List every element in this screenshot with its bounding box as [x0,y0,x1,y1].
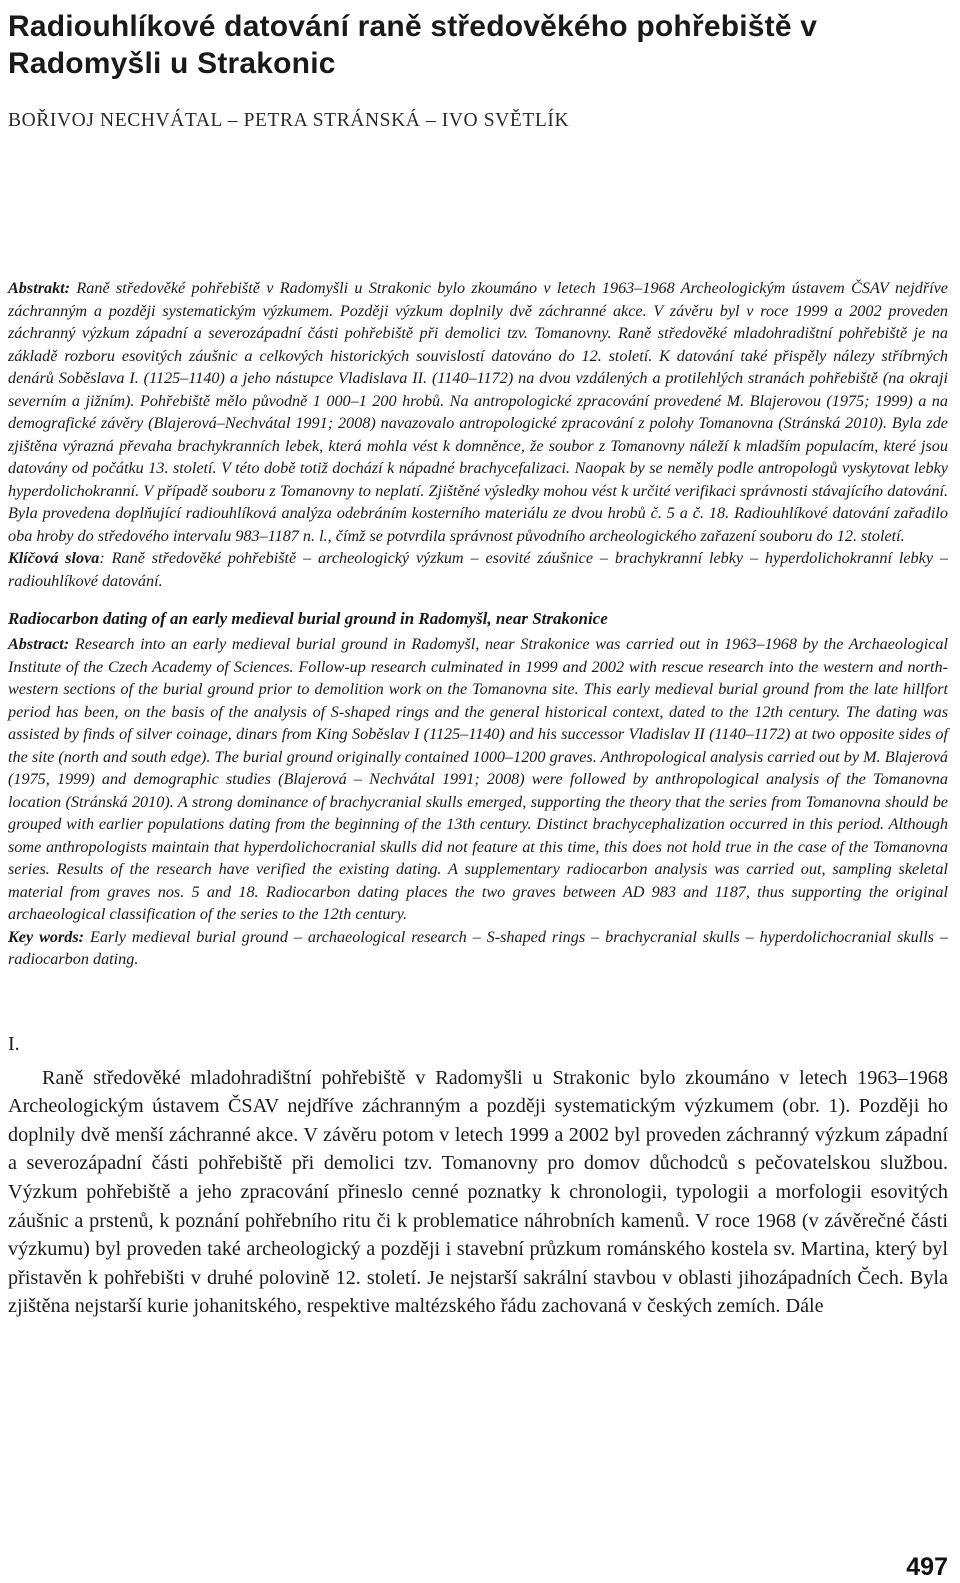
abstract-english-label: Abstract: [8,635,70,654]
keywords-czech-text: : Raně středověké pohřebiště – archeologický výzkum – esovité záušnice – brachykranní lebky – hyperdolichokranní lebky – radiouhlíkové datování. [8,549,948,590]
abstract-czech [8,277,948,547]
article-page [8,0,948,1341]
body-paragraph: Raně středověké mladohradištní pohřebiště v Radomyšli u Strakonic bylo zkoumáno v letech 1963–1968 Archeologickým ústavem ČSAV nejdříve záchranným a později systematickým výzkumem (obr. 1). Později ho doplnily dvě menší záchranné akce. V závěru potom v letech 1999 a 2002 byl proveden záchranný výzkum západní a severozápadní části pohřebiště při demolici tzv. Tomanovny pro domov důchodců s pečovatelskou službou. Výzkum pohřebiště a jeho zpracování přineslo cenné poznatky k chronologii, typologii a morfologii esovitých záušnic a prstenů, k poznání pohřebního ritu či k problematice náhrobních kamenů. V roce 1968 (v závěrečné části výzkumu) byl proveden také archeologický a později i stavební průzkum románského kostela sv. Martina, který byl přistavěn k pohřebišti v druhé polovině 12. století. Je nejstarší sakrální stavbou v oblasti jihozápadních Čech. Byla zjištěna nejstarší kurie johanitského, respektive maltézského řádu zachovaná v českých zemích. Dále [8,1066,948,1318]
abstract-czech-label: Abstrakt: [8,279,71,297]
keywords-english-text: Early medieval burial ground – archaeological research – S-shaped rings – brachycranial skulls – hyperdolichocranial skulls – radiocarbon dating. [8,927,948,969]
page-number: 497 [906,1553,948,1581]
abstract-english-text: Research into an early medieval burial ground in Radomyšl, near Strakonice was carried out in 1963–1968 by the Archaeological Institute of the Czech Academy of Sciences. Follow-up research culminated in 1999 and 2002 with rescue research into the western and north-western sections of the burial ground prior to demolition work on the Tomanovna site. This early medieval burial ground from the late hillfort period has been, on the basis of the analysis of S-shaped rings and the general historical context, dated to the 12th century. The dating was assisted by finds of silver coinage, dinars from King Soběslav I (1125–1140) and his successor Vladislav II (1140–1172) at two opposite sides of the site (north and south edge). The burial ground originally contained 1000–1200 graves. Anthropological analysis carried out by M. Blajerová (1975, 1999) and demographic studies (Blajerová – Nechvátal 1991; 2008) were followed by anthropological analysis of the Tomanovna location (Stránská 2010). A strong dominance of brachycranial skulls emerged, supporting the theory that the series from Tomanovna should be grouped with earlier populations dating from the beginning of the 13th century. Distinct brachycephalization occurred in this period. Although some anthropologists maintain that hyperdolichocranial skulls did not feature at this time, this does not hold true in the case of the Tomanovna series. Results of the research have verified the existing dating. A supplementary radiocarbon analysis was carried out, sampling skeletal material from graves nos. 5 and 18. Radiocarbon dating places the two graves between AD 983 and 1187, thus supporting the original archaeological classification of the series to the 12th century. [8,635,948,924]
keywords-czech-label: Klíčová slova [8,549,100,567]
english-title: Radiocarbon dating of an early medieval burial ground in Radomyšl, near Strakonice [8,609,608,629]
abstract-czech-text: Raně středověké pohřebiště v Radomyšli u Strakonic bylo zkoumáno v letech 1963–1968 Archeologickým ústavem ČSAV nejdříve záchranným a později systematickým výzkumem. Později výzkum doplnily dvě záchranné akce. V závěru byl v roce 1999 a 2002 proveden záchranný výzkum západní a severozápadní části pohřebiště při demolici tzv. Tomanovny. Raně středověké mladohradištní pohřebiště je na základě rozboru esovitých záušnic a celkových historických souvislostí datováno do 12. století. K datování také přispěly nálezy stříbrných denárů Soběslava I. (1125–1140) a jeho nástupce Vladislava II. (1140–1172) na dvou vzdálených a protilehlých stranách pohřebiště (na okraji severním a jižním). Pohřebiště mělo původně 1 000–1 200 hrobů. Na antropologické zpracování provedené M. Blajerovou (1975; 1999) a na demografické závěry (Blajerová–Nechvátal 1991; 2008) navazovalo antropologické zpracování z polohy Tomanovna (Stránská 2010). Byla zde zjištěna výrazná převaha brachykranních lebek, která mohla vést k domněnce, že soubor z Tomanovny náleží k mladším populacím, které jsou datovány od počátku 13. století. V této době totiž dochází k nápadné brachycefalizaci. Naopak by se neměly podle antropologů vyskytovat lebky hyperdolichokranní. V případě souboru z Tomanovny to neplatí. Zjištěné výsledky mohou vést k určité verifikaci správnosti stávajícího datování. Byla provedena doplňující radiouhlíková analýza odebráním kosterního materiálu ze dvou hrobů č. 5 a č. 18. Radiouhlíkové datování zařadilo oba hroby do středového intervalu 983–1187 n. l., čímž se potvrdila správnost původního archeologického zařazení souboru do 12. století. [8,279,948,545]
section-heading: I. [8,1032,20,1055]
keywords-czech [8,547,948,592]
article-title: Radiouhlíkové datování raně středověkého pohřebiště v Radomyšli u Strakonic [8,10,818,80]
keywords-english-label: Key words: [8,927,85,946]
keywords-english [8,926,948,971]
abstract-english [8,633,948,926]
author-list: BOŘIVOJ NECHVÁTAL – PETRA STRÁNSKÁ – IVO SVĚTLÍK [8,110,570,131]
